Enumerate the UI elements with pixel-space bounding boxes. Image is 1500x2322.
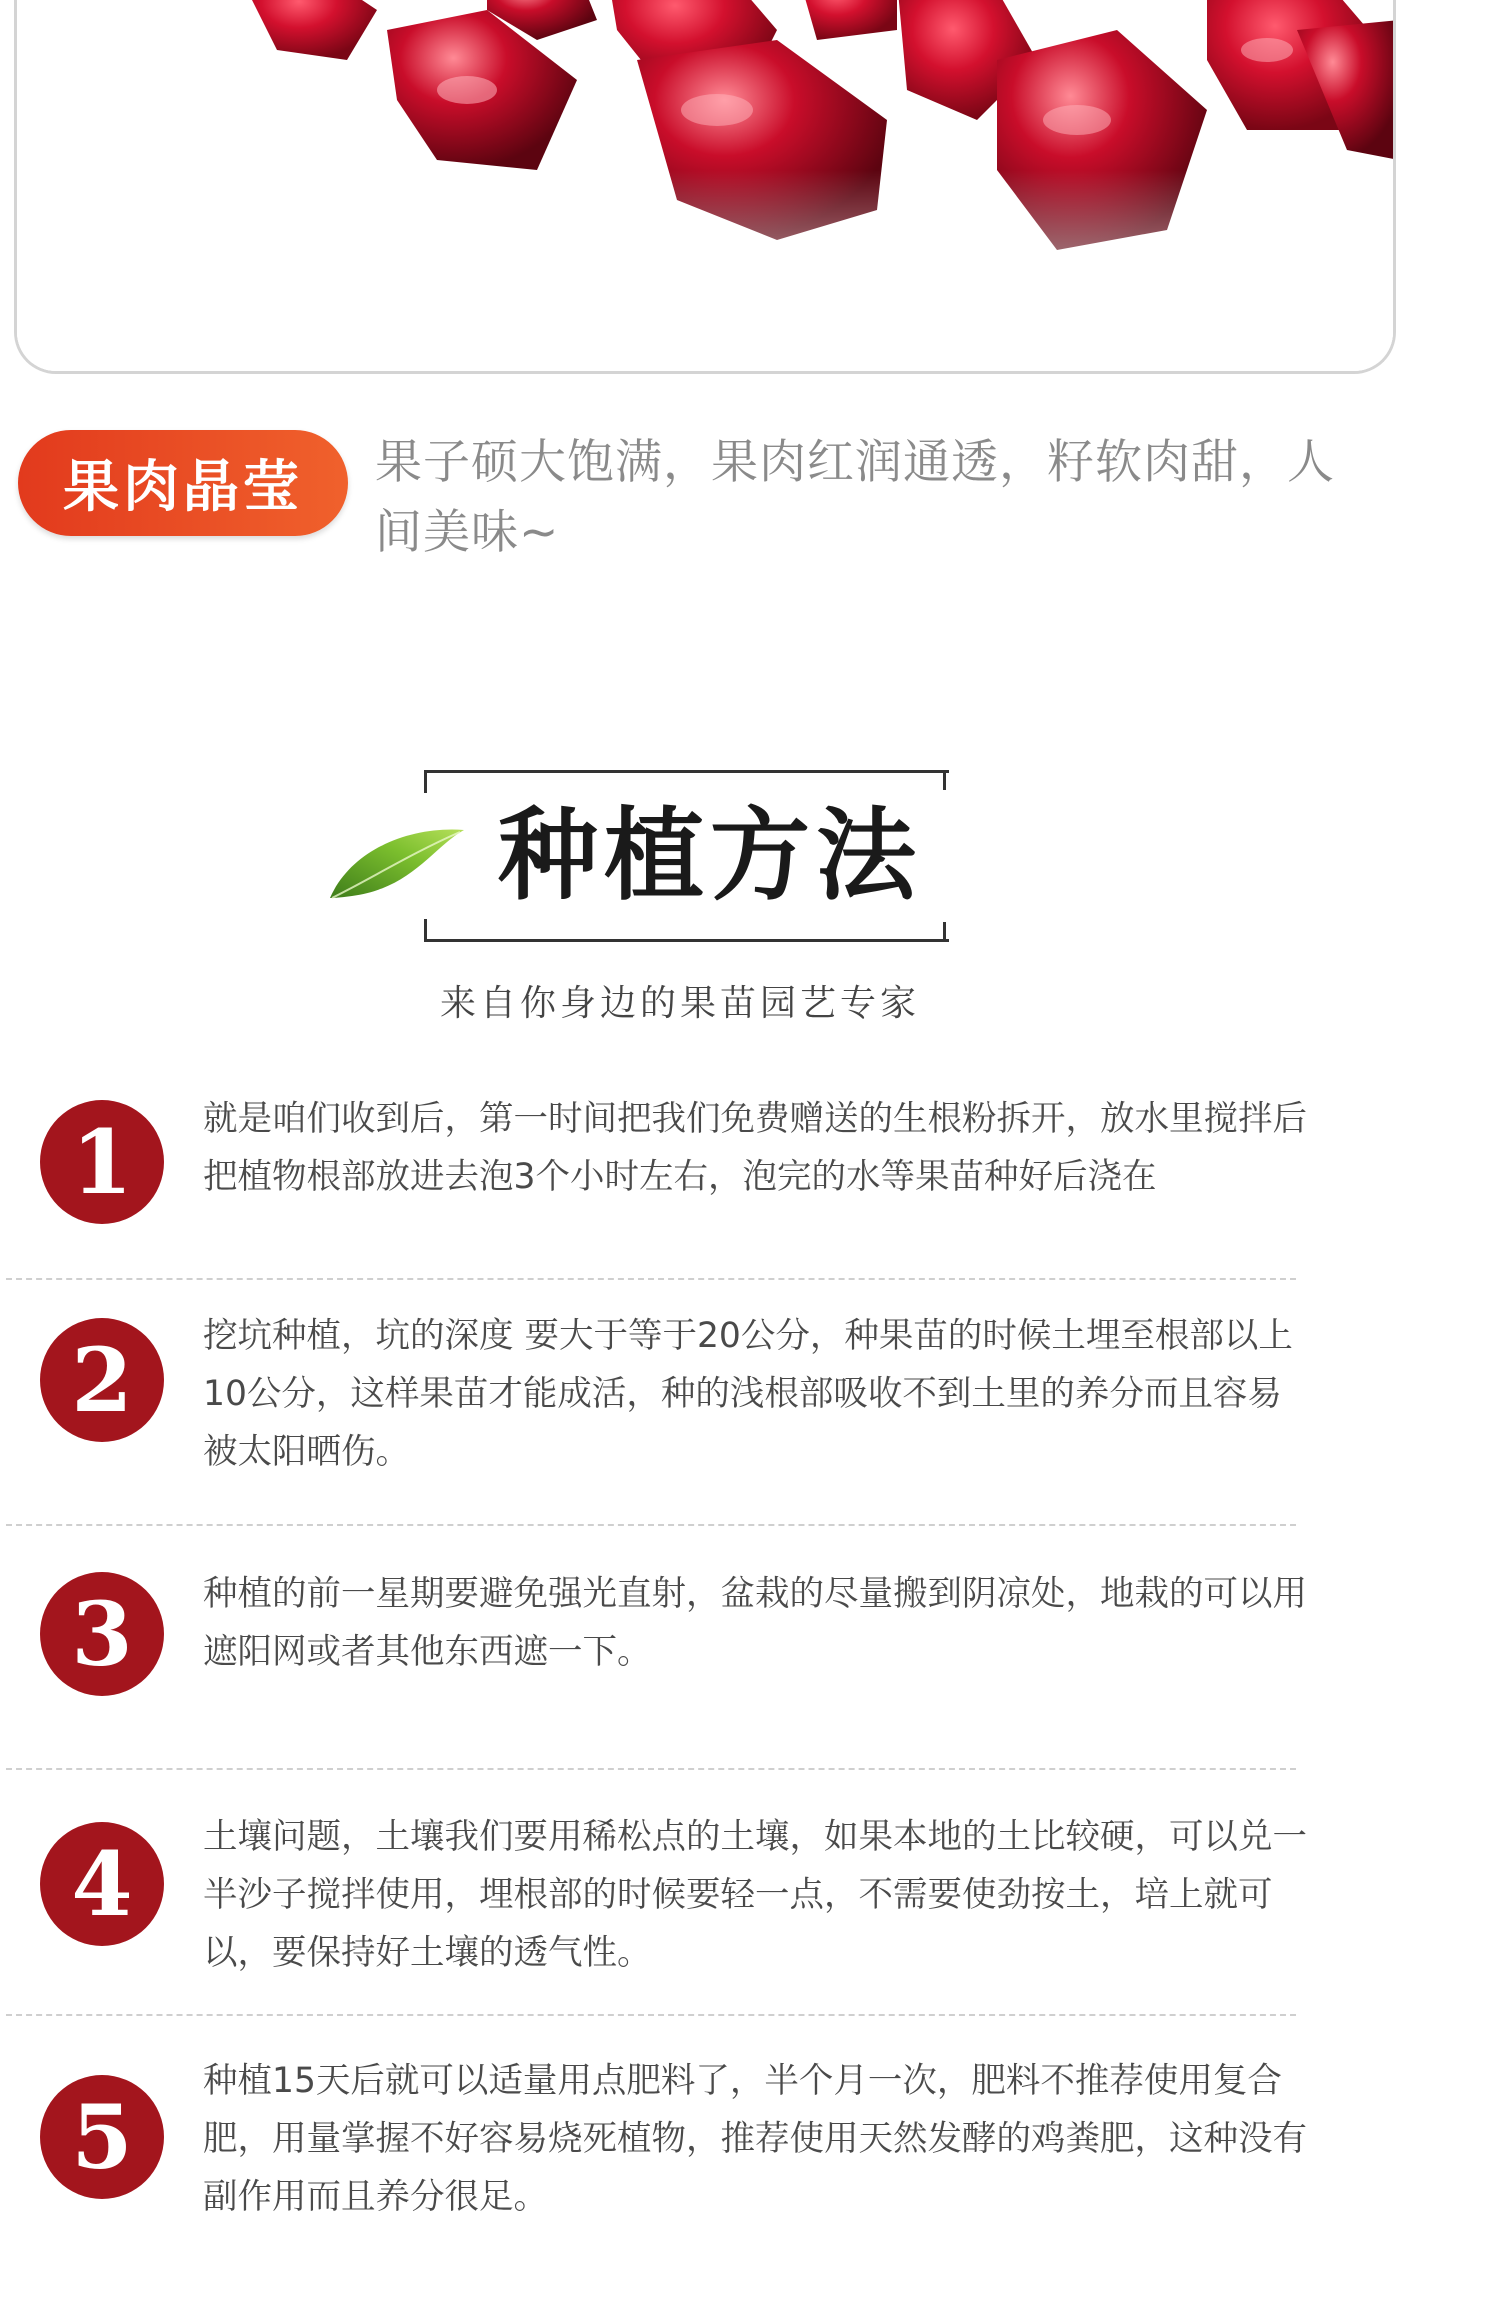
feature-description: 果子硕大饱满，果肉红润通透，籽软肉甜，人间美味~ [375,435,1335,560]
feature-badge-label: 果肉晶莹 [63,455,303,520]
feature-badge [18,430,348,536]
divider [6,1524,1296,1526]
step-text: 就是咱们收到后，第一时间把我们免费赠送的生根粉拆开，放水里搅拌后把植物根部放进去泡3个小时左右，泡完的水等果苗种好后浇在 [203,1099,1307,1197]
step-text: 土壤问题，土壤我们要用稀松点的土壤，如果本地的土比较硬，可以兑一半沙子搅拌使用，埋根部的时候要轻一点，不需要使劲按土，培上就可以，要保持好土壤的透气性。 [203,1817,1307,1973]
step-text: 挖坑种植，坑的深度 要大于等于20公分，种果苗的时候土埋至根部以上10公分，这样果苗才能成活，种的浅根部吸收不到土里的养分而且容易被太阳晒伤。 [203,1316,1293,1472]
pomegranate-photo [14,0,1396,374]
leaf-icon [322,818,472,908]
step-number-badge: 4 [40,1822,164,1946]
step-number-badge: 3 [40,1572,164,1696]
step-text: 种植15天后就可以适量用点肥料了，半个月一次，肥料不推荐使用复合肥，用量掌握不好容易烧死植物，推荐使用天然发酵的鸡粪肥，这种没有副作用而且养分很足。 [203,2061,1307,2217]
step-number-badge: 2 [40,1318,164,1442]
divider [6,1768,1296,1770]
step-text: 种植的前一星期要避免强光直射，盆栽的尽量搬到阴凉处，地栽的可以用遮阳网或者其他东西遮一下。 [203,1574,1307,1672]
divider [6,2014,1296,2016]
step-number-badge: 5 [40,2075,164,2199]
section-title: 种植方法 [498,796,922,914]
divider [6,1278,1296,1280]
section-subtitle: 来自你身边的果苗园艺专家 [439,983,920,1024]
step-number-badge: 1 [40,1100,164,1224]
